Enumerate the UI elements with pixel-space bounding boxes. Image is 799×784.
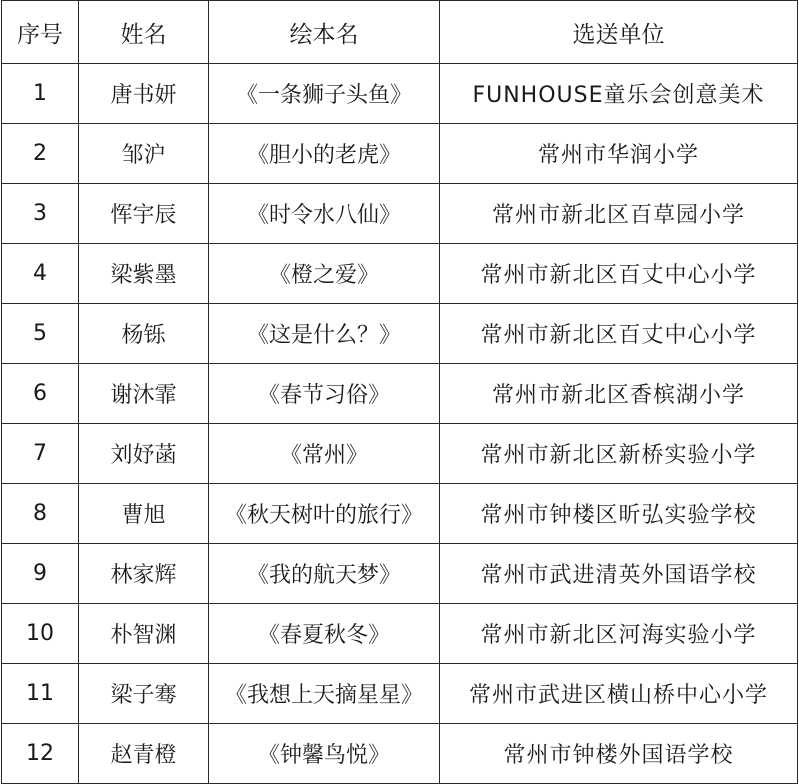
school-unit-cell: FUNHOUSE童乐会创意美术 (440, 64, 798, 124)
row-number-cell: 3 (2, 184, 79, 244)
book-title-cell: 《春节习俗》 (209, 364, 440, 424)
book-title-cell: 《春夏秋冬》 (209, 604, 440, 664)
student-name-cell: 林家辉 (79, 544, 209, 604)
student-name-cell: 恽宇辰 (79, 184, 209, 244)
row-number-cell: 1 (2, 64, 79, 124)
table-row (2, 184, 798, 244)
table-row (2, 724, 798, 784)
school-unit-cell: 常州市新北区河海实验小学 (440, 604, 798, 664)
row-number-cell: 2 (2, 124, 79, 184)
row-number-cell: 9 (2, 544, 79, 604)
school-unit-cell: 常州市新北区百丈中心小学 (440, 244, 798, 304)
student-name-cell: 杨铄 (79, 304, 209, 364)
table-body (2, 64, 798, 784)
table-row (2, 364, 798, 424)
row-number-cell: 5 (2, 304, 79, 364)
header-row (2, 1, 798, 64)
row-number-cell: 10 (2, 604, 79, 664)
row-number-cell: 8 (2, 484, 79, 544)
header-name: 姓名 (79, 1, 209, 64)
school-unit-cell: 常州市新北区新桥实验小学 (440, 424, 798, 484)
book-title-cell: 《这是什么？》 (209, 304, 440, 364)
student-name-cell: 梁子骞 (79, 664, 209, 724)
header-book: 绘本名 (209, 1, 440, 64)
student-name-cell: 梁紫墨 (79, 244, 209, 304)
table-row (2, 244, 798, 304)
table-row (2, 664, 798, 724)
book-title-cell: 《常州》 (209, 424, 440, 484)
header-no: 序号 (2, 1, 79, 64)
table-row (2, 64, 798, 124)
table-row (2, 424, 798, 484)
book-title-cell: 《我的航天梦》 (209, 544, 440, 604)
table-row (2, 304, 798, 364)
student-name-cell: 谢沐霏 (79, 364, 209, 424)
school-unit-cell: 常州市武进区横山桥中心小学 (440, 664, 798, 724)
school-unit-cell: 常州市新北区香槟湖小学 (440, 364, 798, 424)
row-number-cell: 6 (2, 364, 79, 424)
student-name-cell: 朴智渊 (79, 604, 209, 664)
book-title-cell: 《钟馨鸟悦》 (209, 724, 440, 784)
student-name-cell: 赵青橙 (79, 724, 209, 784)
row-number-cell: 12 (2, 724, 79, 784)
school-unit-cell: 常州市钟楼外国语学校 (440, 724, 798, 784)
school-unit-cell: 常州市华润小学 (440, 124, 798, 184)
book-title-cell: 《胆小的老虎》 (209, 124, 440, 184)
student-name-cell: 曹旭 (79, 484, 209, 544)
table-row (2, 124, 798, 184)
book-title-cell: 《时令水八仙》 (209, 184, 440, 244)
book-title-cell: 《秋天树叶的旅行》 (209, 484, 440, 544)
school-unit-cell: 常州市新北区百丈中心小学 (440, 304, 798, 364)
school-unit-cell: 常州市钟楼区昕弘实验学校 (440, 484, 798, 544)
award-table (1, 0, 798, 784)
header-unit: 选送单位 (440, 1, 798, 64)
book-title-cell: 《一条狮子头鱼》 (209, 64, 440, 124)
table-row (2, 544, 798, 604)
school-unit-cell: 常州市新北区百草园小学 (440, 184, 798, 244)
student-name-cell: 邹沪 (79, 124, 209, 184)
row-number-cell: 4 (2, 244, 79, 304)
book-title-cell: 《橙之爱》 (209, 244, 440, 304)
table-row (2, 604, 798, 664)
table-row (2, 484, 798, 544)
school-unit-cell: 常州市武进清英外国语学校 (440, 544, 798, 604)
row-number-cell: 7 (2, 424, 79, 484)
book-title-cell: 《我想上天摘星星》 (209, 664, 440, 724)
row-number-cell: 11 (2, 664, 79, 724)
student-name-cell: 唐书妍 (79, 64, 209, 124)
student-name-cell: 刘妤菡 (79, 424, 209, 484)
